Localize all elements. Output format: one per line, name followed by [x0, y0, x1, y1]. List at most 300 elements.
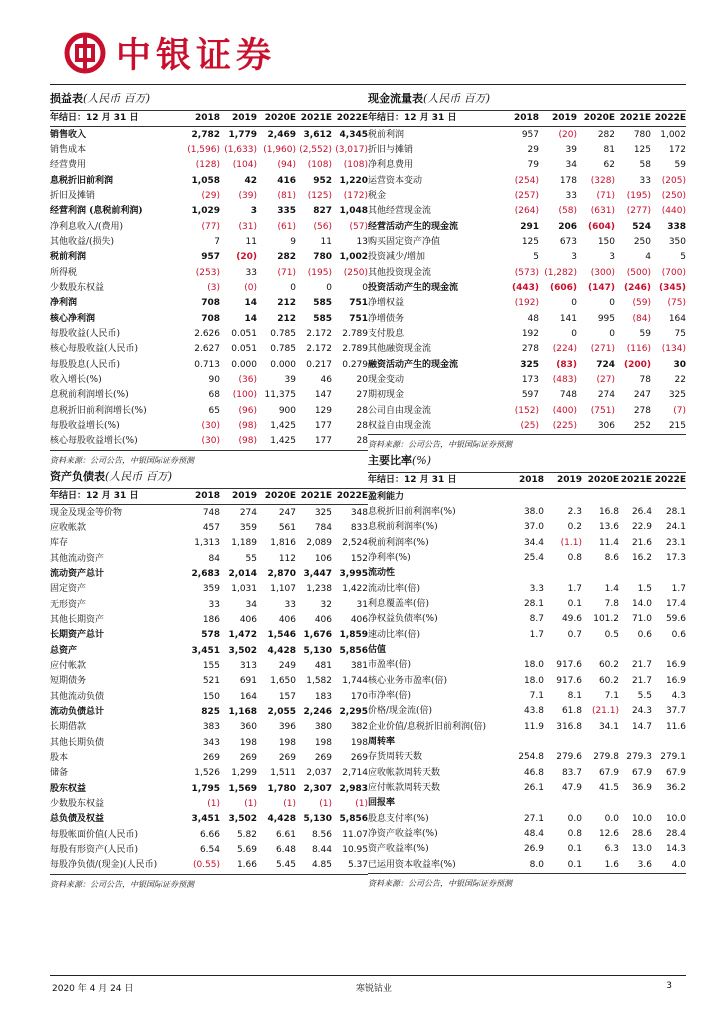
cell-value: 1.6: [604, 859, 619, 870]
cell-value: 33: [284, 599, 296, 610]
cell-value: 578: [201, 630, 220, 641]
table-row: [50, 404, 368, 419]
cell-value: 1,526: [194, 768, 220, 779]
cell-value: 212: [277, 298, 296, 309]
cell-value: 48: [527, 313, 539, 324]
panel-unit: (人民币 百万): [105, 470, 173, 483]
table-row: [50, 766, 368, 781]
column-header: 2018: [518, 475, 544, 486]
row-label: 企业价值/息税折旧前利润(倍): [368, 722, 487, 733]
cell-value: 106: [314, 553, 332, 564]
table-row: [368, 219, 686, 234]
panel-title-text: 损益表: [50, 92, 83, 105]
table-row: [50, 551, 368, 566]
cell-value: 250: [633, 236, 651, 247]
cell-value: 17.4: [665, 598, 686, 609]
cell-value: 316.8: [556, 721, 582, 732]
cell-value: 269: [239, 753, 257, 764]
cell-value: 25.4: [523, 552, 544, 563]
panel-unit: (%): [412, 454, 432, 467]
cell-value: 5,856: [339, 814, 368, 825]
cell-value: 279.6: [556, 752, 582, 763]
cell-value: 359: [202, 584, 220, 595]
table-row: [368, 327, 686, 342]
cell-value: (21.1): [591, 706, 619, 717]
cell-value: 5.5: [637, 690, 652, 701]
cell-value: [652, 489, 686, 505]
panel-title-text: 主要比率: [368, 454, 412, 467]
cell-value: 14: [244, 298, 257, 309]
cell-value: 183: [314, 691, 332, 702]
table-row: [50, 281, 368, 296]
row-label: 资产收益率(%): [368, 844, 429, 855]
cell-value: 406: [239, 614, 257, 625]
cell-value: [582, 489, 619, 505]
cell-value: [619, 489, 652, 505]
cell-value: 406: [350, 614, 368, 625]
row-label: 融资活动产生的现金流: [368, 359, 459, 370]
column-header: 2022E: [336, 113, 368, 124]
table-row: [50, 689, 368, 704]
cell-value: (1,633): [224, 144, 257, 155]
panel-unit: (人民币 百万): [423, 92, 491, 105]
cell-value: (56): [313, 221, 332, 232]
row-label: 流动负债总计: [50, 706, 105, 717]
table-row: [50, 613, 368, 628]
cell-value: (81): [277, 190, 296, 201]
cell-value: 186: [202, 614, 220, 625]
cell-value: 71.0: [631, 614, 652, 625]
table-row: [368, 250, 686, 265]
table-row: [50, 582, 368, 597]
row-label: 已运用资本收益率(%): [368, 859, 456, 870]
cell-value: (254): [514, 175, 539, 186]
cell-value: 0: [571, 328, 577, 339]
cell-value: (195): [307, 267, 332, 278]
cell-value: (147): [587, 282, 615, 293]
cell-value: 2,870: [267, 568, 296, 579]
row-label: 价格/现金流(倍): [368, 706, 433, 717]
cell-value: [544, 796, 582, 811]
table-row: [50, 173, 368, 188]
cell-value: 10.0: [665, 813, 686, 824]
cell-value: 36.2: [665, 783, 686, 794]
cell-value: (61): [277, 221, 296, 232]
cell-value: 416: [277, 175, 296, 186]
cell-value: 30: [673, 359, 686, 370]
table-row: [368, 750, 686, 765]
cell-value: 14.0: [631, 598, 652, 609]
table-row: [50, 643, 368, 658]
table-row: [368, 689, 686, 704]
cell-value: (100): [232, 390, 257, 401]
row-label: 股本: [50, 753, 69, 764]
cell-value: (57): [349, 221, 368, 232]
table-row: [368, 281, 686, 296]
row-label: 每股收益(人民币): [50, 328, 121, 339]
row-label: 折旧与摊销: [368, 144, 414, 155]
cell-value: (250): [343, 267, 368, 278]
cell-value: 952: [313, 175, 332, 186]
cell-value: 37.0: [523, 522, 544, 533]
cell-value: 5,130: [303, 645, 332, 656]
cell-value: 382: [350, 722, 368, 733]
cell-value: 708: [201, 313, 220, 324]
cell-value: 457: [202, 522, 220, 533]
cell-value: (1,960): [263, 144, 296, 155]
cell-value: 1.66: [236, 860, 257, 871]
cell-value: (128): [195, 160, 220, 171]
row-label: 购买固定资产净值: [368, 236, 441, 247]
panel-title: [368, 450, 686, 473]
cell-value: 279.8: [593, 752, 619, 763]
cell-value: (96): [238, 405, 257, 416]
cell-value: 101.2: [593, 614, 619, 625]
row-label: 核心业务市盈率(倍): [368, 675, 448, 686]
cell-value: 177: [314, 436, 332, 447]
table-row: [50, 797, 368, 812]
cell-value: [652, 796, 686, 811]
cell-value: 1,238: [306, 584, 332, 595]
cell-value: 1,676: [303, 630, 332, 641]
row-label: 储备: [50, 768, 69, 779]
cell-value: 83.7: [561, 767, 582, 778]
row-label: 短期债务: [50, 676, 87, 687]
cell-value: 249: [278, 660, 296, 671]
cell-value: 380: [314, 722, 332, 733]
cell-value: 24.3: [631, 706, 652, 717]
cell-value: (483): [552, 375, 577, 386]
cell-value: 359: [239, 522, 257, 533]
table-header-row: [50, 489, 368, 505]
cell-value: 0: [609, 328, 615, 339]
table-row: [368, 296, 686, 311]
table-row: [368, 796, 686, 811]
cell-value: 14.3: [665, 844, 686, 855]
row-label: 库存: [50, 538, 69, 549]
cell-value: (604): [587, 221, 615, 232]
cell-value: (29): [201, 190, 220, 201]
cell-value: 16.9: [665, 660, 686, 671]
cell-value: 31: [356, 599, 368, 610]
cell-value: 917.6: [556, 675, 582, 686]
cell-value: (250): [661, 190, 686, 201]
cell-value: 27: [356, 390, 368, 401]
cell-value: 13.0: [631, 844, 652, 855]
cell-value: 5.82: [236, 829, 257, 840]
cell-value: 60.2: [598, 660, 619, 671]
cell-value: 724: [596, 359, 615, 370]
cell-value: (225): [552, 421, 577, 432]
row-label: 存货周转天数: [368, 752, 423, 763]
table-row: [50, 235, 368, 250]
cell-value: (631): [590, 206, 615, 217]
panel-title: [50, 466, 368, 489]
cell-value: 751: [349, 313, 368, 324]
row-label: 应收帐款: [50, 522, 87, 533]
cell-value: 5: [680, 252, 686, 263]
cell-value: (1.1): [560, 537, 582, 548]
cell-value: 2,469: [267, 129, 296, 140]
cell-value: 957: [201, 252, 220, 263]
column-header: 2018: [194, 491, 220, 502]
cell-value: (172): [343, 190, 368, 201]
table-row: [368, 373, 686, 388]
cell-value: 2,055: [267, 706, 296, 717]
panel-title: [368, 88, 686, 111]
cell-value: 325: [314, 507, 332, 518]
column-header: 2020E: [264, 491, 296, 502]
cell-value: 47.9: [561, 783, 582, 794]
table-row: [50, 858, 368, 874]
cell-value: 198: [278, 737, 296, 748]
cell-value: 206: [558, 221, 577, 232]
table-row: [368, 235, 686, 250]
row-label: 投资活动产生的现金流: [368, 282, 459, 293]
table-row: [368, 127, 686, 143]
cell-value: 3,451: [191, 814, 220, 825]
table-row: [368, 612, 686, 627]
row-label: 净利息收入/(费用): [50, 221, 124, 232]
cell-value: 3,502: [228, 645, 257, 656]
cell-value: 16.8: [598, 506, 619, 517]
cell-value: (134): [661, 344, 686, 355]
cell-value: 748: [559, 390, 577, 401]
cell-value: (0): [244, 282, 257, 293]
cell-value: 28: [356, 421, 368, 432]
cell-value: (224): [552, 344, 577, 355]
cell-value: 8.1: [567, 690, 582, 701]
row-label: 盈利能力: [368, 491, 405, 502]
cell-value: 0.217: [306, 359, 332, 370]
cell-value: 1,220: [339, 175, 368, 186]
table-row: [368, 535, 686, 550]
cell-value: 170: [350, 691, 368, 702]
cell-value: 32: [320, 599, 332, 610]
cell-value: 0.785: [270, 344, 296, 355]
cell-value: 691: [239, 676, 257, 687]
cell-value: 178: [559, 175, 577, 186]
cell-value: 11,375: [264, 390, 296, 401]
cell-value: 11.4: [598, 537, 619, 548]
cell-value: [544, 489, 582, 505]
cell-value: 129: [314, 405, 332, 416]
cell-value: 833: [350, 522, 368, 533]
row-label: 总资产: [50, 645, 78, 656]
cell-value: 1,002: [660, 129, 686, 140]
table-row: [50, 736, 368, 751]
column-header: 2020E: [264, 113, 296, 124]
cell-value: 2,524: [342, 538, 368, 549]
cell-value: 827: [313, 206, 332, 217]
row-label: 长期借款: [50, 722, 87, 733]
cell-value: 917.6: [556, 660, 582, 671]
cell-value: 33: [639, 175, 651, 186]
cell-value: [619, 796, 652, 811]
cell-value: 3,502: [228, 814, 257, 825]
row-label: 经营费用: [50, 160, 87, 171]
cell-value: 1,546: [267, 630, 296, 641]
table-row: [368, 311, 686, 326]
row-label: 净利润: [50, 298, 78, 309]
row-label: 经营活动产生的现金流: [368, 221, 459, 232]
cell-value: (3,017): [335, 144, 368, 155]
cell-value: 46.8: [523, 767, 544, 778]
cell-value: 8.7: [529, 614, 544, 625]
cell-value: (116): [626, 344, 651, 355]
cell-value: 2,246: [303, 706, 332, 717]
table-row: [50, 143, 368, 158]
cell-value: (98): [238, 421, 257, 432]
cell-value: 11.9: [523, 721, 544, 732]
cell-value: 2,714: [342, 768, 368, 779]
row-label: 流动比率(倍): [368, 583, 421, 594]
cell-value: 43.8: [523, 706, 544, 717]
column-header: 2018: [513, 113, 539, 124]
cell-value: 13: [356, 236, 368, 247]
row-label: 净利率(%): [368, 552, 411, 563]
table-row: [50, 828, 368, 843]
table-row: [368, 189, 686, 204]
cell-value: [508, 489, 544, 505]
cell-value: 381: [350, 660, 368, 671]
cell-value: 42: [244, 175, 257, 186]
cell-value: 0.1: [567, 598, 582, 609]
column-header: 年结日：12 月 31 日: [368, 113, 457, 124]
cell-value: 3,447: [303, 568, 332, 579]
cell-value: 2.172: [306, 328, 332, 339]
cell-value: 38.0: [523, 506, 544, 517]
row-label: 核心每股收益增长(%): [50, 436, 138, 447]
cell-value: 278: [633, 405, 651, 416]
table-row: [368, 342, 686, 357]
cell-value: 0: [609, 298, 615, 309]
cell-value: (71): [596, 190, 615, 201]
row-label: 市净率(倍): [368, 690, 412, 701]
cell-value: [508, 796, 544, 811]
cell-value: (300): [590, 267, 615, 278]
table-row: [368, 735, 686, 750]
cell-value: 150: [202, 691, 220, 702]
cell-value: [619, 735, 652, 750]
footer-date: 2020 年 4 月 24 日: [52, 984, 134, 994]
cell-value: 212: [277, 313, 296, 324]
cell-value: 0.000: [231, 359, 257, 370]
row-label: 核心每股收益(人民币): [50, 344, 139, 355]
cell-value: 37.7: [665, 706, 686, 717]
table-row: [368, 158, 686, 173]
cell-value: 6.3: [604, 844, 619, 855]
ratios-table: [368, 473, 686, 874]
cell-value: (700): [661, 267, 686, 278]
cell-value: 6.61: [275, 829, 296, 840]
cell-value: 2.789: [342, 328, 368, 339]
cell-value: (0.55): [192, 860, 220, 871]
cell-value: 274: [597, 390, 615, 401]
table-row: [368, 551, 686, 566]
cell-value: 269: [350, 753, 368, 764]
cell-value: 4,428: [267, 814, 296, 825]
cell-value: (125): [307, 190, 332, 201]
cell-value: 0.7: [567, 629, 582, 640]
cell-value: 10.95: [342, 845, 368, 856]
footer-rule: [50, 975, 686, 976]
source-note: 资料来源：公司公告，中银国际证券预测: [368, 878, 512, 888]
table-row: [368, 812, 686, 827]
table-row: [368, 505, 686, 520]
row-label: 税前利润率(%): [368, 537, 429, 548]
cell-value: 1,744: [342, 676, 368, 687]
cell-value: (84): [632, 313, 651, 324]
cell-value: 39: [565, 144, 577, 155]
cell-value: 673: [559, 236, 577, 247]
cell-value: 33: [565, 190, 577, 201]
cell-value: 59: [674, 160, 686, 171]
cell-value: 348: [350, 507, 368, 518]
cell-value: (205): [661, 175, 686, 186]
cell-value: 11: [320, 236, 332, 247]
cell-value: 1,780: [267, 783, 296, 794]
table-header-row: [368, 111, 686, 127]
cell-value: 0.1: [567, 859, 582, 870]
cell-value: 325: [520, 359, 539, 370]
table-row: [368, 173, 686, 188]
table-row: [368, 842, 686, 857]
cell-value: (606): [549, 282, 577, 293]
cell-value: [652, 566, 686, 581]
cell-value: 3.6: [637, 859, 652, 870]
cell-value: 1,425: [270, 436, 296, 447]
cell-value: 2,295: [339, 706, 368, 717]
row-label: 其他融资现金流: [368, 344, 432, 355]
table-row: [50, 597, 368, 612]
cell-value: 0: [362, 282, 368, 293]
cell-value: 4.3: [671, 690, 686, 701]
column-header: 2022E: [654, 113, 686, 124]
row-label: 每股股息(人民币): [50, 359, 121, 370]
source-note: 资料来源：公司公告，中银国际证券预测: [368, 440, 512, 450]
cell-value: [582, 643, 619, 658]
row-label: 息税折旧前利润增长(%): [50, 405, 147, 416]
table-row: [368, 520, 686, 535]
cell-value: 0.785: [270, 328, 296, 339]
row-label: 销售收入: [50, 129, 87, 140]
cell-value: 49.6: [561, 614, 582, 625]
cell-value: 2.3: [567, 506, 582, 517]
table-row: [50, 536, 368, 551]
table-row: [368, 858, 686, 874]
row-label: 速动比率(倍): [368, 629, 421, 640]
cell-value: (1): [355, 799, 368, 810]
cell-value: 995: [597, 313, 615, 324]
row-label: 长期资产总计: [50, 630, 105, 641]
table-row: [50, 373, 368, 388]
table-header-row: [50, 111, 368, 127]
table-row: [368, 265, 686, 280]
cell-value: 28: [356, 405, 368, 416]
cell-value: [508, 643, 544, 658]
cell-value: 67.9: [665, 767, 686, 778]
source-note: 资料来源：公司公告，中银国际证券预测: [50, 879, 194, 889]
cell-value: 306: [597, 421, 615, 432]
cell-value: 521: [202, 676, 220, 687]
cell-value: 112: [278, 553, 296, 564]
cell-value: 78: [639, 375, 651, 386]
row-label: 净利息费用: [368, 160, 414, 171]
cell-value: 9: [290, 236, 296, 247]
cell-value: (7): [673, 405, 686, 416]
cell-value: (400): [552, 405, 577, 416]
